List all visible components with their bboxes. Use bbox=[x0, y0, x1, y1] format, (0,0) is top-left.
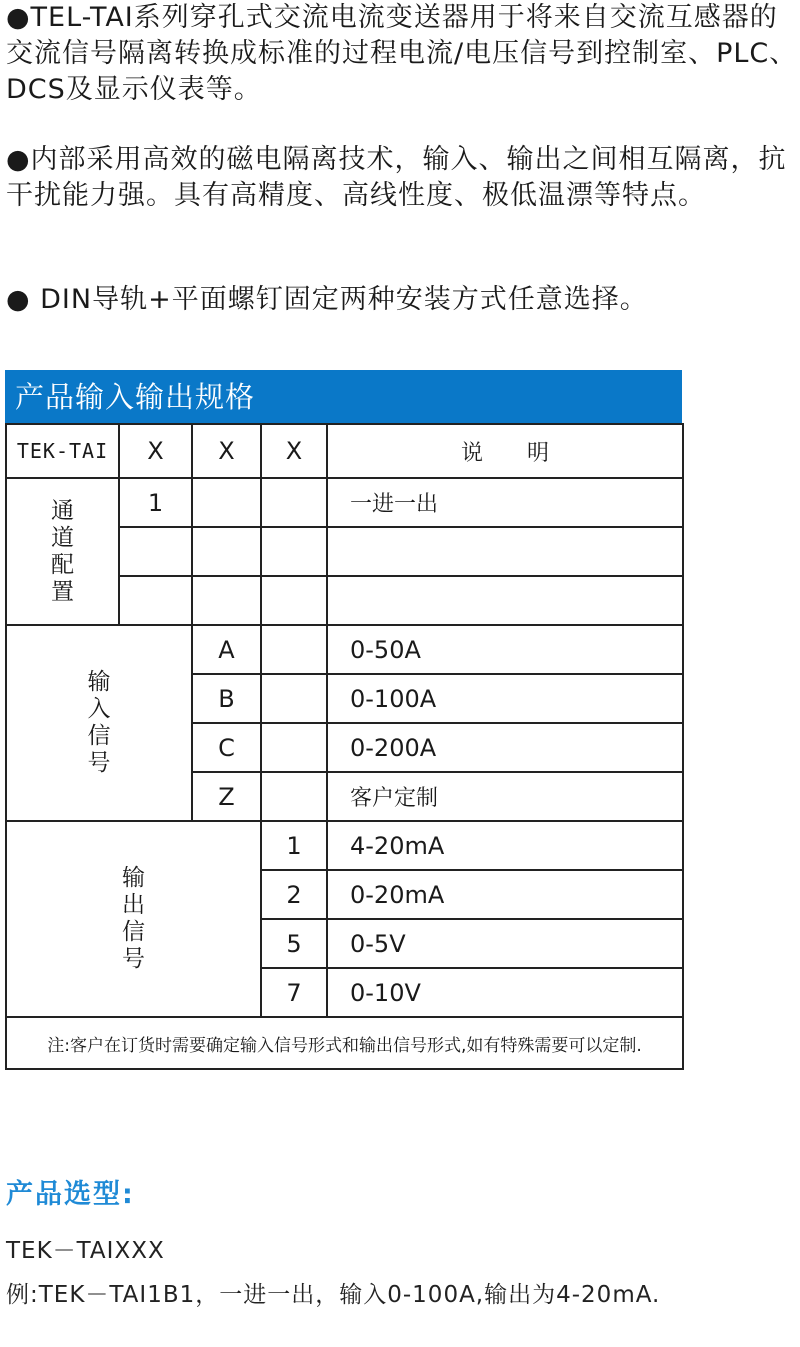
feature-2: ●内部采用高效的磁电隔离技术，输入、输出之间相互隔离，抗干扰能力强。具有高精度、高线性度、极低温漂等特点。 bbox=[6, 144, 787, 211]
input-code: B bbox=[192, 674, 261, 723]
output-signal-label: 输 出 信 号 bbox=[6, 821, 261, 1017]
channel-config-label: 通 道 配 置 bbox=[6, 478, 119, 625]
table-header-row bbox=[6, 424, 683, 478]
input-code: Z bbox=[192, 772, 261, 821]
selection-example: 例:TEK－TAI1B1，一进一出，输入0-100A,输出为4-20mA. bbox=[6, 1282, 661, 1308]
feature-1: ●TEL-TAI系列穿孔式交流电流变送器用于将来自交流互感器的交流信号隔离转换成标准的过程电流/电压信号到控制室、PLC、DCS及显示仪表等。 bbox=[6, 2, 798, 105]
model-header: TEK-TAI bbox=[6, 424, 119, 478]
output-desc: 0-5V bbox=[327, 919, 683, 968]
channel-desc: 一进一出 bbox=[327, 478, 683, 527]
code-header-1: X bbox=[119, 424, 192, 478]
selection-model: TEK－TAIXXX bbox=[6, 1238, 165, 1264]
table-row bbox=[6, 821, 683, 870]
output-code: 1 bbox=[261, 821, 327, 870]
table-row bbox=[6, 625, 683, 674]
output-code: 7 bbox=[261, 968, 327, 1017]
input-code: A bbox=[192, 625, 261, 674]
spec-table bbox=[5, 423, 684, 1070]
description-header: 说 明 bbox=[327, 424, 683, 478]
input-desc: 0-50A bbox=[327, 625, 683, 674]
spec-table-title: 产品输入输出规格 bbox=[5, 370, 682, 424]
selection-title: 产品选型: bbox=[6, 1179, 135, 1210]
output-desc: 0-20mA bbox=[327, 870, 683, 919]
output-desc: 0-10V bbox=[327, 968, 683, 1017]
input-signal-label: 输 入 信 号 bbox=[6, 625, 192, 821]
code-header-3: X bbox=[261, 424, 327, 478]
code-header-2: X bbox=[192, 424, 261, 478]
input-desc: 0-100A bbox=[327, 674, 683, 723]
table-note-row bbox=[6, 1017, 683, 1069]
feature-3: ● DIN导轨+平面螺钉固定两种安装方式任意选择。 bbox=[6, 284, 648, 315]
table-row bbox=[6, 478, 683, 527]
table-note: 注:客户在订货时需要确定输入信号形式和输出信号形式,如有特殊需要可以定制. bbox=[6, 1017, 683, 1069]
input-code: C bbox=[192, 723, 261, 772]
channel-code: 1 bbox=[119, 478, 192, 527]
input-desc: 客户定制 bbox=[327, 772, 683, 821]
output-code: 2 bbox=[261, 870, 327, 919]
output-code: 5 bbox=[261, 919, 327, 968]
input-desc: 0-200A bbox=[327, 723, 683, 772]
output-desc: 4-20mA bbox=[327, 821, 683, 870]
